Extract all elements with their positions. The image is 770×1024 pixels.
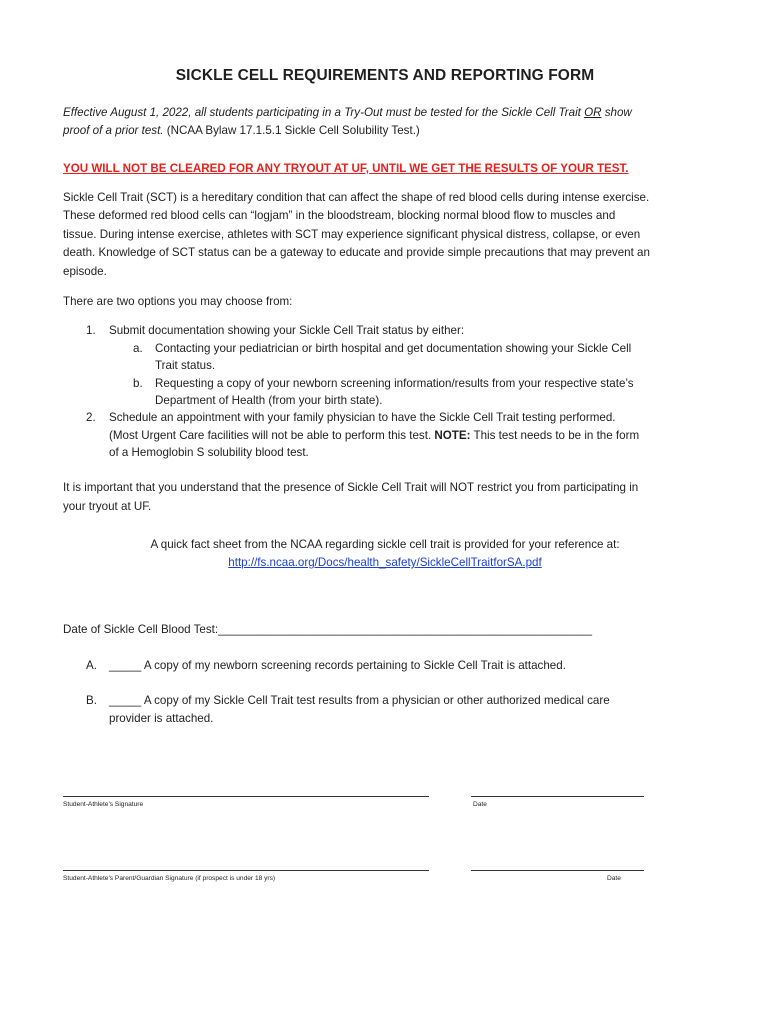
blood-test-date-field[interactable]: __________________________________________________________ [218, 623, 593, 636]
student-date-label: Date [473, 801, 487, 808]
important-line-1: It is important that you understand that the presence of Sickle Cell Trait will NOT restrict you from participating in [63, 481, 639, 494]
form-title: SICKLE CELL REQUIREMENTS AND REPORTING FORM [175, 67, 595, 84]
prior-test-text: proof of a prior test. [63, 124, 164, 137]
effective-line-1 [63, 104, 632, 122]
options-intro: There are two options you may choose from: [63, 295, 293, 308]
sct-line-2: These deformed red blood cells can “logjam” in the bloodstream, blocking normal blood flow to muscles and [63, 209, 616, 222]
option-1a-line-1: Contacting your pediatrician or birth hospital and get documentation showing your Sickle Cell [155, 342, 632, 355]
fact-sheet-link[interactable]: http://fs.ncaa.org/Docs/health_safety/SickleCellTraitforSA.pdf [228, 556, 542, 569]
sct-line-3: tissue. During intense exercise, athletes with SCT may experience significant physical distress, collapse, or even [63, 228, 641, 241]
clearance-warning: YOU WILL NOT BE CLEARED FOR ANY TRYOUT AT UF, UNTIL WE GET THE RESULTS OF YOUR TEST. [63, 162, 629, 175]
guardian-signature-line[interactable] [63, 870, 429, 871]
option-1-text: Submit documentation showing your Sickle Cell Trait status by either: [109, 324, 465, 337]
bylaw-text: (NCAA Bylaw 17.1.5.1 Sickle Cell Solubility Test.) [163, 124, 420, 137]
guardian-date-label: Date [607, 875, 621, 882]
blood-test-date-row [63, 621, 592, 639]
important-line-2: your tryout at UF. [63, 500, 152, 513]
fact-sheet-text: A quick fact sheet from the NCAA regarding sickle cell trait is provided for your reference at: [150, 538, 620, 551]
sct-line-4: death. Knowledge of SCT status can be a gateway to educate and provide simple precautions that may prevent an [63, 246, 650, 259]
option-2-line-2 [109, 427, 639, 445]
check-a-newborn-records[interactable]: _____ A copy of my newborn screening records pertaining to Sickle Cell Trait is attached. [109, 659, 566, 672]
effective-end: show [601, 106, 632, 119]
effective-line-2 [63, 122, 420, 140]
check-b-line-2: provider is attached. [109, 712, 214, 725]
student-signature-line[interactable] [63, 796, 429, 797]
student-date-line[interactable] [471, 796, 644, 797]
or-emphasis: OR [584, 106, 602, 119]
option-2-number: 2. [86, 411, 96, 424]
option-1a-line-2: Trait status. [155, 359, 216, 372]
check-b-letter: B. [86, 694, 97, 707]
guardian-signature-label: Student-Athlete’s Parent/Guardian Signature (if prospect is under 18 yrs) [63, 875, 276, 882]
option-1b-line-2: Department of Health (from your birth state). [155, 394, 383, 407]
urgent-care-text: (Most Urgent Care facilities will not be able to perform this test. [109, 429, 435, 442]
note-label: NOTE: [434, 429, 471, 442]
note-text: This test needs to be in the form [470, 429, 640, 442]
guardian-date-line[interactable] [471, 870, 644, 871]
option-1-number: 1. [86, 324, 96, 337]
option-1b-letter: b. [133, 377, 143, 390]
option-2-line-3: of a Hemoglobin S solubility blood test. [109, 446, 309, 459]
check-a-letter: A. [86, 659, 97, 672]
sct-line-1: Sickle Cell Trait (SCT) is a hereditary condition that can affect the shape of red blood cells during intense exercise. [63, 191, 650, 204]
option-1a-letter: a. [133, 342, 143, 355]
sct-line-5: episode. [63, 265, 107, 278]
fact-sheet-link-row [0, 554, 770, 572]
option-2-line-1: Schedule an appointment with your family physician to have the Sickle Cell Trait testing performed. [109, 411, 616, 424]
check-b-line-1[interactable]: _____ A copy of my Sickle Cell Trait test results from a physician or other authorized medical care [109, 694, 610, 707]
effective-text: Effective August 1, 2022, all students participating in a Try-Out must be tested for the Sickle Cell Trait [63, 106, 585, 119]
option-1b-line-1: Requesting a copy of your newborn screening information/results from your respective state’s [155, 377, 634, 390]
student-signature-label: Student-Athlete’s Signature [63, 801, 144, 808]
blood-test-date-label: Date of Sickle Cell Blood Test: [63, 623, 219, 636]
